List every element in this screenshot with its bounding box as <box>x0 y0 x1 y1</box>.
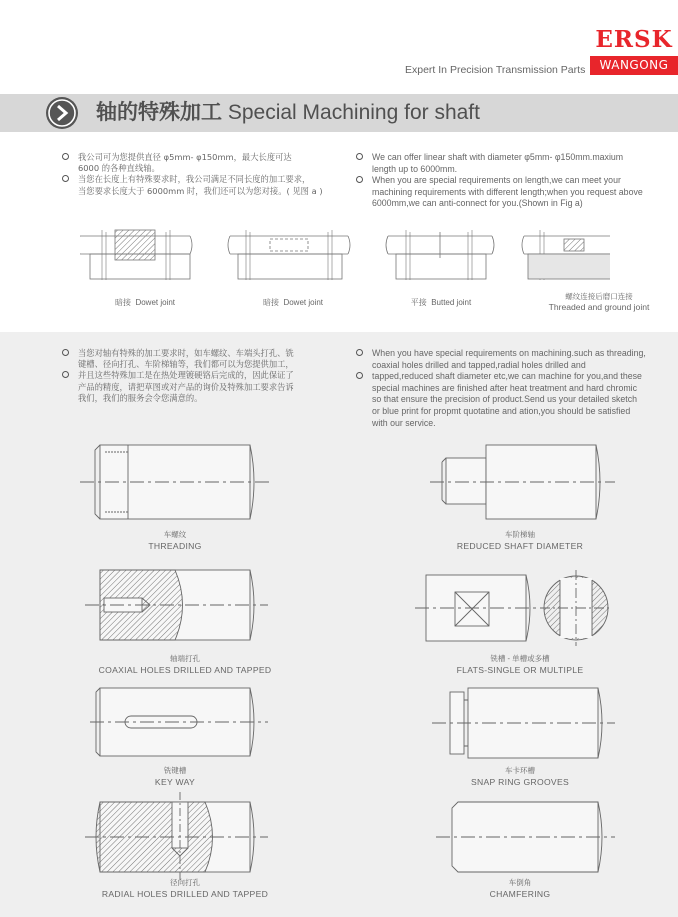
joint-caption-zh: 螺纹连接后磨口连接 <box>565 292 633 301</box>
joint-caption <box>376 297 506 308</box>
figure-caption <box>70 530 280 552</box>
bullet-icon <box>356 349 363 356</box>
special-en-line: with our service. <box>372 417 436 428</box>
figure-caption <box>400 878 640 900</box>
special-en-line: When you have special requirements on machining.such as threading, <box>372 348 646 358</box>
figure-caption <box>400 766 640 788</box>
list-item <box>62 174 342 196</box>
list-item <box>62 152 342 174</box>
bullet-icon <box>356 153 363 160</box>
figure-caption-zh: 径向打孔 <box>170 878 200 887</box>
bullet-icon <box>62 175 69 182</box>
special-zh-line: 我们，我们的服务会令您满意的。 <box>78 392 203 403</box>
list-item <box>356 348 672 371</box>
intro-zh-line: 当您在长度上有特殊要求时，我公司满足不同长度的加工要求， <box>78 174 311 185</box>
figure-caption <box>400 654 640 676</box>
list-item <box>356 371 672 429</box>
joint-caption-zh: 暗接 <box>262 298 279 307</box>
figure-caption-en: COAXIAL HOLES DRILLED AND TAPPED <box>98 665 272 675</box>
reduced-shaft-figure <box>430 445 615 519</box>
figure-caption-en: CHAMFERING <box>489 889 551 899</box>
special-zh-line: 产品的精度，请把草图或对产品的询价及特殊加工要求告诉 <box>78 381 294 392</box>
dowel-joint-figure-2 <box>228 230 350 280</box>
snap-ring-figure <box>432 688 615 758</box>
figure-caption-en: RADIAL HOLES DRILLED AND TAPPED <box>101 889 269 899</box>
radial-holes-figure <box>85 792 268 880</box>
butted-joint-figure <box>386 230 494 280</box>
list-item <box>356 152 666 175</box>
brand-tagline: Expert In Precision Transmission Parts <box>405 64 586 76</box>
joint-caption <box>524 291 674 313</box>
special-en <box>356 348 672 429</box>
joint-caption-en: Dowet joint <box>135 298 176 307</box>
list-item <box>356 175 666 210</box>
special-en-line: or blue print for propmt quotatine and ation,you should be satisfied <box>372 405 631 416</box>
threaded-joint-figure <box>522 230 610 280</box>
brand-sub-logo: WANGONG <box>590 56 678 75</box>
joint-caption-zh: 平接 <box>410 298 427 307</box>
special-zh <box>62 348 342 404</box>
intro-en-line: 6000mm,we can anti-connect for you.(Shown in Fig a) <box>372 198 583 209</box>
intro-zh-line: 我公司可为您提供直径 φ5mm- φ150mm，最大长度可达 <box>78 152 292 162</box>
figure-caption-zh: 铣槽 - 单槽或多槽 <box>490 654 550 663</box>
intro-en-line: machining requirements with different length;when you request above <box>372 186 643 197</box>
special-zh-line: 当您对轴有特殊的加工要求时，如车螺纹、车端头打孔、铣 <box>78 348 294 358</box>
flats-figure <box>415 570 612 646</box>
page-title-en: Special Machining for shaft <box>227 101 480 124</box>
intro-en-line: We can offer linear shaft with diameter φ5mm- φ150mm.maxium <box>372 152 624 162</box>
figure-caption-zh: 车卡环槽 <box>505 766 535 775</box>
figure-caption-en: SNAP RING GROOVES <box>470 777 570 787</box>
special-zh-line: 并且这些特殊加工是在热处理镀硬铬后完成的，因此保证了 <box>78 370 294 381</box>
list-item <box>62 348 342 370</box>
figure-caption <box>60 654 310 676</box>
special-en-line: tapped,reduced shaft diameter etc,we can machine for you,and these <box>372 371 642 382</box>
joint-caption <box>80 297 210 308</box>
bullet-icon <box>62 153 69 160</box>
key-way-figure <box>90 688 268 756</box>
brand-logo: ERSK <box>595 26 673 53</box>
chamfering-figure <box>436 802 615 872</box>
intro-zh <box>62 152 342 197</box>
figure-caption-en: FLATS-SINGLE OR MULTIPLE <box>456 665 584 675</box>
chevron-right-circle-icon <box>46 97 78 129</box>
intro-en-line: length up to 6000mm. <box>372 163 458 174</box>
figure-caption <box>70 766 280 788</box>
page-title <box>96 96 480 130</box>
figure-caption <box>400 530 640 552</box>
intro-zh-line: 6000 的各种直线轴。 <box>78 163 160 174</box>
figure-caption-zh: 车阶梯轴 <box>505 530 535 539</box>
bullet-icon <box>356 372 363 379</box>
figure-caption-zh: 车螺纹 <box>163 530 187 539</box>
figure-caption-en: REDUCED SHAFT DIAMETER <box>456 541 584 551</box>
joint-caption-zh: 暗接 <box>114 298 131 307</box>
bullet-icon <box>356 176 363 183</box>
joint-figures <box>80 222 610 290</box>
special-en-line: special machines are finished after heat treatment and hard chromic <box>372 382 638 393</box>
special-en-line: coaxial holes drilled and tapped,radial holes drilled and <box>372 359 586 370</box>
intro-zh-line: 当您要求长度大于 6000mm 时，我们还可以为您对接。( 见图 a ) <box>78 185 323 196</box>
threading-figure <box>80 445 270 519</box>
bullet-icon <box>62 349 69 356</box>
figure-caption-en: THREADING <box>148 541 202 551</box>
figure-caption-zh: 铣键槽 <box>163 766 187 775</box>
figure-caption-zh: 车倒角 <box>508 878 532 887</box>
joint-caption-en: Butted joint <box>431 298 472 307</box>
figure-caption-zh: 轴端打孔 <box>170 654 200 663</box>
joint-caption-en: Threaded and ground joint <box>548 302 650 312</box>
coaxial-holes-figure <box>85 570 268 640</box>
title-band <box>0 94 678 132</box>
page-title-zh: 轴的特殊加工 <box>96 101 222 124</box>
special-en-line: so that ensure the precision of product.Send us your detailed sketch <box>372 394 638 405</box>
intro-en <box>356 152 666 210</box>
intro-en-line: When you are special requirements on length,we can meet your <box>372 175 621 186</box>
dowel-joint-figure-1 <box>80 230 192 280</box>
special-zh-line: 键槽、径向打孔、车阶梯轴等，我们都可以为您提供加工， <box>78 359 294 370</box>
joint-caption-en: Dowet joint <box>283 298 324 307</box>
list-item <box>62 370 342 404</box>
figure-caption <box>60 878 310 900</box>
bullet-icon <box>62 371 69 378</box>
figure-caption-en: KEY WAY <box>154 777 196 787</box>
joint-caption <box>228 297 358 308</box>
